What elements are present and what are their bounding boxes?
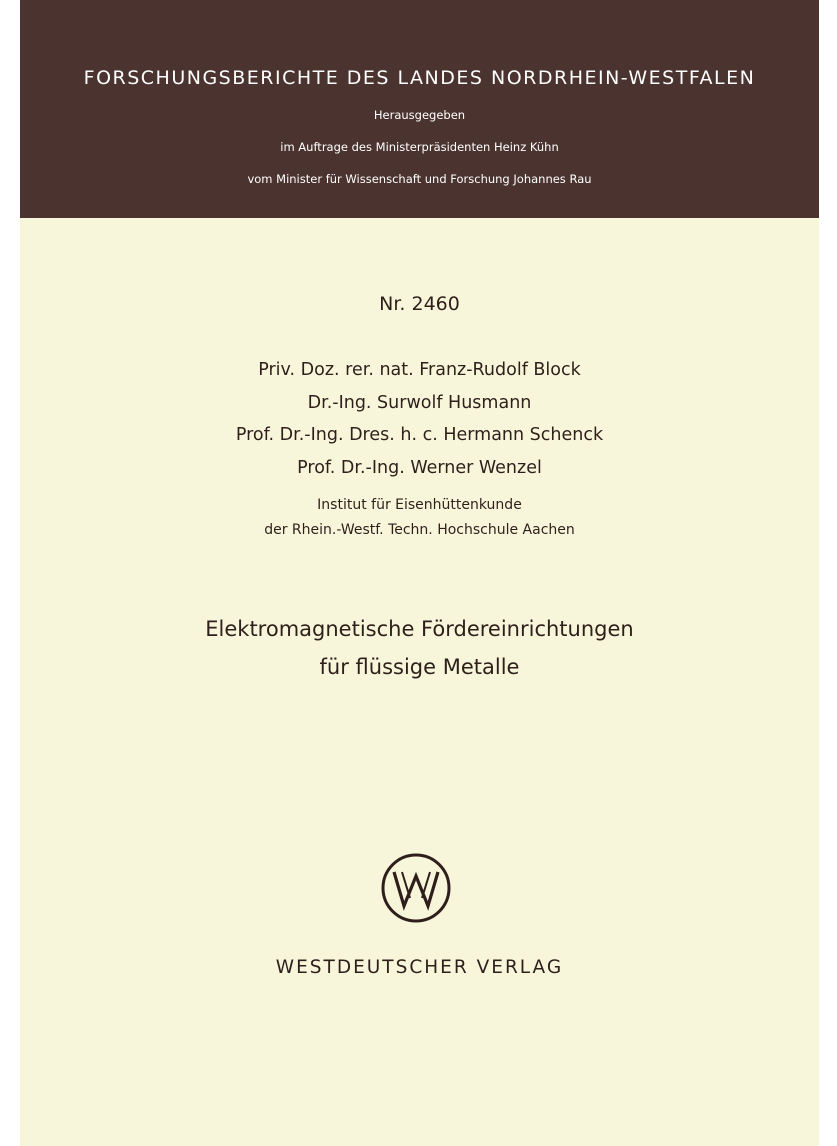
publisher-name: WESTDEUTSCHER VERLAG (275, 957, 564, 978)
author-list (20, 354, 819, 484)
book-title-line: für flüssige Metalle (319, 655, 520, 679)
report-number: Nr. 2460 (379, 293, 460, 315)
book-cover (20, 0, 819, 1146)
author-name: Prof. Dr.-Ing. Dres. h. c. Hermann Schenck (235, 425, 604, 445)
editor-line-3: vom Minister für Wissenschaft und Forschung Johannes Rau (247, 172, 592, 186)
header-band (20, 0, 819, 218)
institute (20, 493, 819, 543)
institute-line: Institut für Eisenhüttenkunde (317, 497, 522, 513)
book-title (20, 610, 819, 686)
institute-line: der Rhein.-Westf. Techn. Hochschule Aachen (264, 522, 575, 538)
editor-line-1: Herausgegeben (373, 108, 466, 122)
editor-line-2: im Auftrage des Ministerpräsidenten Heinz Kühn (280, 140, 559, 154)
series-title: FORSCHUNGSBERICHTE DES LANDES NORDRHEIN-WESTFALEN (83, 67, 756, 89)
author-name: Prof. Dr.-Ing. Werner Wenzel (297, 457, 542, 478)
book-title-line: Elektromagnetische Fördereinrichtungen (205, 617, 634, 641)
author-name: Dr.-Ing. Surwolf Husmann (307, 392, 532, 413)
author-name: Priv. Doz. rer. nat. Franz-Rudolf Block (258, 360, 581, 380)
westdeutscher-verlag-w-logo-icon (380, 852, 452, 924)
